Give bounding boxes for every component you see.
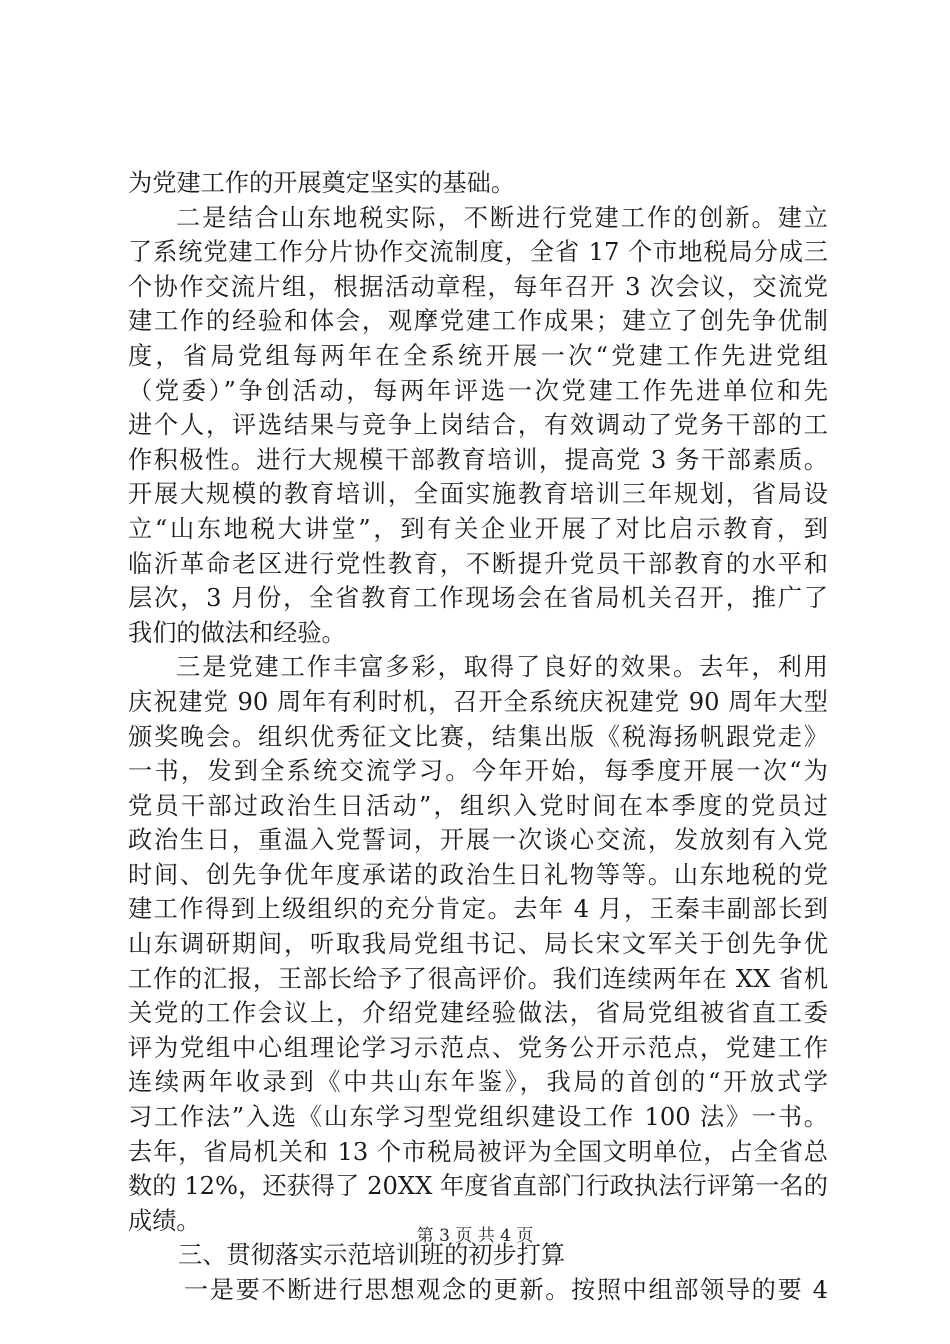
text-line-26: 评为党组中心组理论学习示范点、党务公开示范点，党建工作: [128, 1033, 828, 1062]
text-line-17: 颁奖晚会。组织优秀征文比赛，结集出版《税海扬帆跟党走》: [128, 722, 828, 751]
page-footer: 第 3 页 共 4 页: [416, 1226, 534, 1246]
text-line-31: 成绩。: [128, 1206, 201, 1235]
body-text: [128, 166, 828, 1308]
text-line-20: 政治生日，重温入党誓词，开展一次谈心交流，发放刻有入党: [128, 826, 828, 855]
text-line-8: 进个人，评选结果与竞争上岗结合，有效调动了党务干部的工: [128, 411, 828, 440]
text-line-27: 连续两年收录到《中共山东年鉴》，我局的首创的“开放式学: [128, 1068, 828, 1097]
text-line-15: 三是党建工作丰富多彩，取得了良好的效果。去年，利用: [176, 653, 828, 682]
text-line-18: 一书，发到全系统交流学习。今年开始，每季度开展一次“为: [128, 757, 828, 786]
text-line-3: 了系统党建工作分片协作交流制度，全省 17 个市地税局分成三: [128, 238, 828, 267]
text-line-30: 数的 12%，还获得了 20XX 年度省直部门行政执法行评第一名的: [128, 1172, 828, 1201]
text-line-22: 建工作得到上级组织的充分肯定。去年 4 月，王秦丰副部长到: [128, 895, 828, 924]
text-line-14: 我们的做法和经验。: [128, 618, 346, 647]
text-line-12: 临沂革命老区进行党性教育，不断提升党员干部教育的水平和: [128, 549, 828, 578]
text-line-23: 山东调研期间，听取我局党组书记、局长宋文军关于创先争优: [128, 930, 828, 959]
text-line-29: 去年，省局机关和 13 个市税局被评为全国文明单位，占全省总: [128, 1137, 828, 1166]
text-line-11: 立“山东地税大讲堂”，到有关企业开展了对比启示教育，到: [128, 514, 828, 543]
text-line-7: （党委）”争创活动，每两年评选一次党建工作先进单位和先: [128, 376, 828, 405]
text-line-24: 工作的汇报，王部长给予了很高评价。我们连续两年在 XX 省机: [128, 964, 828, 993]
text-line-10: 开展大规模的教育培训，全面实施教育培训三年规划，省局设: [128, 480, 828, 509]
text-line-16: 庆祝建党 90 周年有利时机，召开全系统庆祝建党 90 周年大型: [128, 687, 828, 716]
text-line-1: 为党建工作的开展奠定坚实的基础。: [128, 169, 516, 197]
section-heading: 三、贯彻落实示范培训班的初步打算: [178, 1241, 566, 1270]
text-line-28: 习工作法”入选《山东学习型党组织建设工作 100 法》一书。: [128, 1103, 828, 1132]
text-line-19: 党员干部过政治生日活动”，组织入党时间在本季度的党员过: [128, 791, 828, 820]
text-line-21: 时间、创先争优年度承诺的政治生日礼物等等。山东地税的党: [128, 860, 828, 889]
text-line-13: 层次，3 月份，全省教育工作现场会在省局机关召开，推广了: [128, 584, 828, 613]
text-line-4: 个协作交流片组，根据活动章程，每年召开 3 次会议，交流党: [128, 272, 828, 301]
text-line-33: 一是要不断进行思想观念的更新。按照中组部领导的要 4: [184, 1276, 828, 1304]
text-line-25: 关党的工作会议上，介绍党建经验做法，省局党组被省直工委: [128, 999, 828, 1028]
text-line-9: 作积极性。进行大规模干部教育培训，提高党 3 务干部素质。: [128, 445, 828, 474]
text-line-5: 建工作的经验和体会，观摩党建工作成果；建立了创先争优制: [128, 307, 828, 336]
text-line-6: 度，省局党组每两年在全系统开展一次“党建工作先进党组: [128, 341, 828, 370]
text-line-2: 二是结合山东地税实际，不断进行党建工作的创新。建立: [176, 203, 828, 232]
